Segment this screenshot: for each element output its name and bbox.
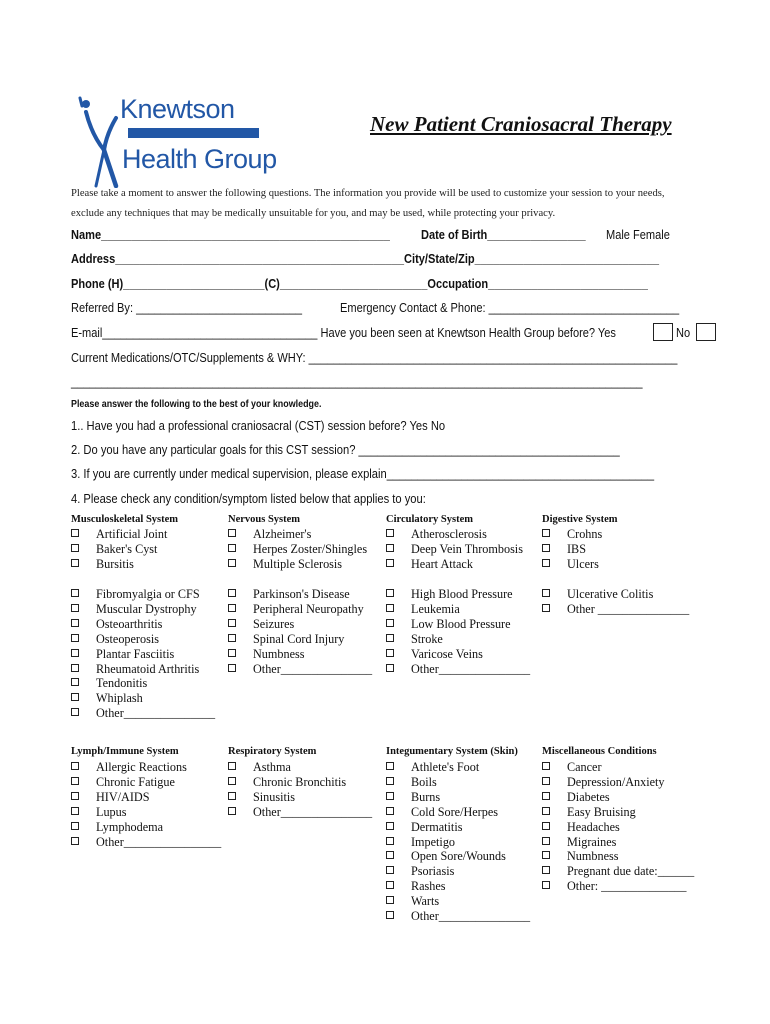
condition-label: Atherosclerosis: [411, 527, 487, 541]
condition-item[interactable]: [71, 760, 187, 775]
condition-label: Crohns: [567, 527, 603, 541]
condition-label: Warts: [411, 894, 440, 909]
condition-label: Burns: [411, 789, 441, 804]
condition-item[interactable]: [228, 775, 346, 790]
condition-label: Athlete's Foot: [411, 760, 480, 774]
condition-checkbox[interactable]: [71, 807, 79, 815]
condition-label: Other_______________: [411, 909, 531, 923]
condition-label: Osteoarthritis: [96, 616, 163, 631]
email-field[interactable]: E-mail___________________________________ Have you been seen at Knewtson Health Group before? Yes: [71, 325, 616, 340]
condition-checkbox[interactable]: [386, 881, 394, 889]
condition-item[interactable]: [386, 662, 530, 677]
condition-checkbox[interactable]: [71, 708, 79, 716]
address-field[interactable]: Address_______________________________________________City/State/Zip______________________________: [71, 251, 660, 266]
intro-line-2: exclude any techniques that may be medically unsuitable for you, and may be used, while protecting your privacy.: [71, 208, 556, 219]
condition-checkbox[interactable]: [386, 529, 394, 537]
condition-checkbox[interactable]: [386, 559, 394, 567]
condition-label: Stroke: [411, 631, 443, 646]
condition-label: Headaches: [567, 819, 620, 834]
condition-item[interactable]: [542, 602, 689, 617]
medications-line-2[interactable]: _____________________________________________________________________________________________: [71, 374, 643, 389]
condition-label: Ulcerative Colitis: [567, 587, 654, 601]
condition-checkbox[interactable]: [386, 664, 394, 672]
condition-checkbox[interactable]: [386, 822, 394, 830]
condition-item[interactable]: [386, 879, 446, 894]
condition-checkbox[interactable]: [386, 837, 394, 845]
condition-label: Plantar Fasciitis: [96, 646, 175, 661]
condition-item[interactable]: [542, 805, 636, 820]
condition-item[interactable]: [71, 820, 163, 835]
condition-item[interactable]: [71, 527, 167, 542]
condition-checkbox[interactable]: [542, 559, 550, 567]
condition-item[interactable]: [386, 527, 487, 542]
seen-before-yes-checkbox[interactable]: [653, 323, 673, 341]
section-title-respiratory-system: Respiratory System: [228, 746, 317, 757]
condition-checkbox[interactable]: [71, 604, 79, 612]
condition-label: Lymphodema: [96, 819, 164, 834]
condition-item[interactable]: [71, 647, 174, 662]
condition-checkbox[interactable]: [228, 619, 236, 627]
condition-item[interactable]: [386, 835, 455, 850]
condition-label: Rashes: [411, 879, 446, 894]
condition-label: Leukemia: [411, 601, 460, 616]
condition-label: Spinal Cord Injury: [253, 631, 345, 646]
document-title: New Patient Craniosacral Therapy: [370, 112, 672, 136]
condition-checkbox[interactable]: [542, 604, 550, 612]
condition-label: Multiple Sclerosis: [253, 556, 343, 571]
condition-checkbox[interactable]: [386, 911, 394, 919]
question-4: 4. Please check any condition/symptom listed below that applies to you:: [71, 491, 426, 506]
condition-item[interactable]: [71, 691, 143, 706]
condition-checkbox[interactable]: [228, 544, 236, 552]
condition-checkbox[interactable]: [386, 866, 394, 874]
condition-label: Rheumatoid Arthritis: [96, 661, 200, 676]
condition-item[interactable]: [71, 805, 126, 820]
condition-checkbox[interactable]: [386, 807, 394, 815]
condition-label: Pregnant due date:______: [567, 864, 695, 879]
condition-label: Alzheimer's: [253, 527, 312, 541]
condition-item[interactable]: [228, 527, 311, 542]
condition-label: Cancer: [567, 760, 602, 774]
condition-checkbox[interactable]: [542, 544, 550, 552]
condition-item[interactable]: [542, 790, 610, 805]
condition-checkbox[interactable]: [71, 634, 79, 642]
condition-label: Diabetes: [567, 789, 610, 804]
condition-item[interactable]: [542, 820, 620, 835]
condition-label: Bursitis: [96, 556, 134, 571]
condition-checkbox[interactable]: [542, 589, 550, 597]
condition-checkbox[interactable]: [71, 664, 79, 672]
condition-item[interactable]: [386, 864, 454, 879]
condition-item[interactable]: [71, 557, 134, 572]
question-2[interactable]: 2. Do you have any particular goals for this CST session? __________________________________________: [71, 442, 620, 457]
condition-checkbox[interactable]: [228, 634, 236, 642]
condition-item[interactable]: [71, 790, 150, 805]
condition-item[interactable]: [71, 676, 147, 691]
condition-checkbox[interactable]: [386, 619, 394, 627]
condition-label: Tendonitis: [96, 676, 148, 691]
condition-label: Other _______________: [567, 601, 690, 616]
question-1[interactable]: 1.. Have you had a professional craniosacral (CST) session before? Yes No: [71, 418, 446, 433]
condition-label: Migraines: [567, 834, 617, 849]
section-title-nervous-system: Nervous System: [228, 514, 301, 525]
condition-checkbox[interactable]: [228, 649, 236, 657]
condition-item[interactable]: [71, 835, 221, 850]
phone-field[interactable]: Phone (H)_______________________(C)________________________Occupation__________________________: [71, 276, 648, 291]
medications-field[interactable]: Current Medications/OTC/Supplements & WHY: ____________________________________________________________: [71, 350, 678, 365]
condition-checkbox[interactable]: [228, 777, 236, 785]
condition-item[interactable]: [71, 706, 215, 721]
condition-checkbox[interactable]: [228, 589, 236, 597]
section-title-integumentary-system-skin: Integumentary System (Skin): [386, 746, 518, 757]
condition-item[interactable]: [542, 775, 664, 790]
condition-checkbox[interactable]: [542, 866, 550, 874]
condition-checkbox[interactable]: [228, 664, 236, 672]
condition-item[interactable]: [228, 587, 350, 602]
condition-label: Ulcers: [567, 556, 599, 571]
condition-item[interactable]: [386, 632, 443, 647]
condition-label: Easy Bruising: [567, 804, 636, 819]
condition-label: Boils: [411, 774, 437, 789]
condition-item[interactable]: [386, 909, 530, 924]
condition-checkbox[interactable]: [542, 777, 550, 785]
condition-item[interactable]: [386, 849, 506, 864]
condition-label: Other_______________: [411, 661, 531, 676]
condition-item[interactable]: [228, 760, 291, 775]
condition-checkbox[interactable]: [386, 851, 394, 859]
condition-checkbox[interactable]: [386, 777, 394, 785]
condition-item[interactable]: [228, 602, 364, 617]
condition-label: Depression/Anxiety: [567, 774, 665, 789]
condition-checkbox[interactable]: [542, 529, 550, 537]
condition-label: Seizures: [253, 616, 295, 631]
condition-label: Dermatitis: [411, 819, 463, 834]
condition-label: Peripheral Neuropathy: [253, 601, 364, 616]
condition-item[interactable]: [71, 632, 159, 647]
condition-item[interactable]: [542, 527, 602, 542]
condition-label: Low Blood Pressure: [411, 616, 511, 631]
condition-label: Impetigo: [411, 834, 456, 849]
condition-checkbox[interactable]: [71, 544, 79, 552]
condition-checkbox[interactable]: [228, 529, 236, 537]
condition-checkbox[interactable]: [386, 649, 394, 657]
condition-label: High Blood Pressure: [411, 587, 513, 601]
condition-label: Other: ______________: [567, 879, 687, 894]
condition-item[interactable]: [542, 849, 618, 864]
condition-label: Asthma: [253, 760, 291, 774]
seen-before-no-checkbox[interactable]: [696, 323, 716, 341]
condition-item[interactable]: [386, 542, 523, 557]
condition-item[interactable]: [71, 602, 197, 617]
section-title-miscellaneous-conditions: Miscellaneous Conditions: [542, 746, 657, 757]
condition-checkbox[interactable]: [228, 559, 236, 567]
condition-item[interactable]: [542, 760, 602, 775]
section-title-musculoskeletal-system: Musculoskeletal System: [71, 514, 179, 525]
condition-checkbox[interactable]: [228, 807, 236, 815]
condition-label: Psoriasis: [411, 864, 455, 879]
condition-label: Chronic Fatigue: [96, 774, 175, 789]
name-field[interactable]: Name_______________________________________________: [71, 227, 390, 242]
condition-item[interactable]: [386, 790, 440, 805]
condition-item[interactable]: [386, 894, 439, 909]
condition-item[interactable]: [386, 602, 460, 617]
condition-label: Cold Sore/Herpes: [411, 804, 498, 819]
condition-item[interactable]: [542, 879, 687, 894]
condition-item[interactable]: [386, 587, 513, 602]
condition-item[interactable]: [228, 647, 304, 662]
condition-checkbox[interactable]: [386, 634, 394, 642]
condition-item[interactable]: [386, 557, 473, 572]
logo-text-health-group: Health Group: [122, 144, 277, 174]
seen-before-no-label: No: [676, 325, 691, 340]
condition-label: Other_______________: [96, 706, 216, 721]
condition-checkbox[interactable]: [71, 762, 79, 770]
condition-checkbox[interactable]: [542, 792, 550, 800]
condition-label: Herpes Zoster/Shingles: [253, 541, 368, 556]
condition-label: Osteoperosis: [96, 631, 159, 646]
condition-item[interactable]: [71, 775, 175, 790]
condition-label: Baker's Cyst: [96, 541, 158, 556]
condition-item[interactable]: [228, 632, 344, 647]
condition-item[interactable]: [228, 617, 294, 632]
condition-item[interactable]: [228, 805, 372, 820]
condition-label: Numbness: [253, 646, 305, 661]
condition-checkbox[interactable]: [71, 529, 79, 537]
condition-item[interactable]: [386, 820, 462, 835]
condition-item[interactable]: [228, 542, 367, 557]
condition-label: Fibromyalgia or CFS: [96, 587, 200, 601]
condition-checkbox[interactable]: [71, 693, 79, 701]
condition-label: Other_______________: [253, 661, 373, 676]
condition-checkbox[interactable]: [542, 881, 550, 889]
intro-line-1: Please take a moment to answer the following questions. The information you provide will be used to customize your session to your needs,: [71, 188, 665, 199]
condition-checkbox[interactable]: [71, 619, 79, 627]
condition-label: Varicose Veins: [411, 646, 483, 661]
condition-checkbox[interactable]: [71, 837, 79, 845]
condition-checkbox[interactable]: [71, 792, 79, 800]
condition-item[interactable]: [71, 587, 200, 602]
section-title-circulatory-system: Circulatory System: [386, 514, 473, 525]
condition-label: Numbness: [567, 849, 619, 864]
emergency-contact-field[interactable]: Emergency Contact & Phone: _______________________________: [340, 300, 680, 315]
condition-checkbox[interactable]: [228, 604, 236, 612]
condition-item[interactable]: [386, 647, 483, 662]
condition-label: IBS: [567, 541, 586, 556]
dob-field[interactable]: Date of Birth________________: [421, 227, 586, 242]
condition-item[interactable]: [71, 617, 162, 632]
condition-item[interactable]: [542, 542, 586, 557]
condition-checkbox[interactable]: [386, 896, 394, 904]
condition-label: Other________________: [96, 834, 222, 849]
condition-item[interactable]: [71, 542, 157, 557]
condition-label: Lupus: [96, 804, 127, 819]
condition-checkbox[interactable]: [71, 777, 79, 785]
condition-label: Artificial Joint: [96, 527, 168, 541]
condition-item[interactable]: [228, 662, 372, 677]
section-title-digestive-system: Digestive System: [542, 514, 618, 525]
section-title-lymph-immune-system: Lymph/Immune System: [71, 746, 179, 757]
condition-item[interactable]: [542, 587, 653, 602]
condition-checkbox[interactable]: [71, 589, 79, 597]
condition-checkbox[interactable]: [542, 822, 550, 830]
condition-label: HIV/AIDS: [96, 789, 150, 804]
logo-bar: [128, 128, 259, 138]
condition-checkbox[interactable]: [542, 807, 550, 815]
condition-item[interactable]: [386, 617, 511, 632]
condition-checkbox[interactable]: [386, 762, 394, 770]
condition-checkbox[interactable]: [386, 792, 394, 800]
instructions: Please answer the following to the best of your knowledge.: [71, 398, 322, 410]
condition-checkbox[interactable]: [386, 604, 394, 612]
question-3[interactable]: 3. If you are currently under medical supervision, please explain___________________________________________: [71, 466, 655, 481]
condition-label: Muscular Dystrophy: [96, 601, 197, 616]
condition-checkbox[interactable]: [228, 792, 236, 800]
condition-label: Heart Attack: [411, 556, 473, 571]
condition-label: Whiplash: [96, 691, 143, 706]
condition-checkbox[interactable]: [71, 678, 79, 686]
condition-item[interactable]: [386, 775, 437, 790]
referred-by-field[interactable]: Referred By: ___________________________: [71, 300, 303, 315]
condition-checkbox[interactable]: [386, 544, 394, 552]
logo-text-knewtson: Knewtson: [120, 94, 235, 124]
condition-label: Other_______________: [253, 804, 373, 819]
condition-label: Deep Vein Thrombosis: [411, 541, 523, 556]
condition-checkbox[interactable]: [71, 822, 79, 830]
condition-checkbox[interactable]: [542, 762, 550, 770]
condition-item[interactable]: [228, 557, 342, 572]
gender-field[interactable]: Male Female: [606, 227, 670, 242]
condition-checkbox[interactable]: [542, 837, 550, 845]
condition-item[interactable]: [542, 864, 694, 879]
condition-label: Allergic Reactions: [96, 760, 187, 774]
condition-item[interactable]: [71, 662, 199, 677]
condition-label: Chronic Bronchitis: [253, 774, 347, 789]
condition-item[interactable]: [386, 760, 479, 775]
condition-checkbox[interactable]: [386, 589, 394, 597]
condition-label: Parkinson's Disease: [253, 587, 350, 601]
condition-label: Sinusitis: [253, 789, 295, 804]
condition-checkbox[interactable]: [542, 851, 550, 859]
condition-item[interactable]: [386, 805, 498, 820]
condition-item[interactable]: [542, 557, 599, 572]
condition-item[interactable]: [542, 835, 616, 850]
condition-checkbox[interactable]: [228, 762, 236, 770]
condition-checkbox[interactable]: [71, 559, 79, 567]
condition-label: Open Sore/Wounds: [411, 849, 506, 864]
condition-checkbox[interactable]: [71, 649, 79, 657]
condition-item[interactable]: [228, 790, 295, 805]
